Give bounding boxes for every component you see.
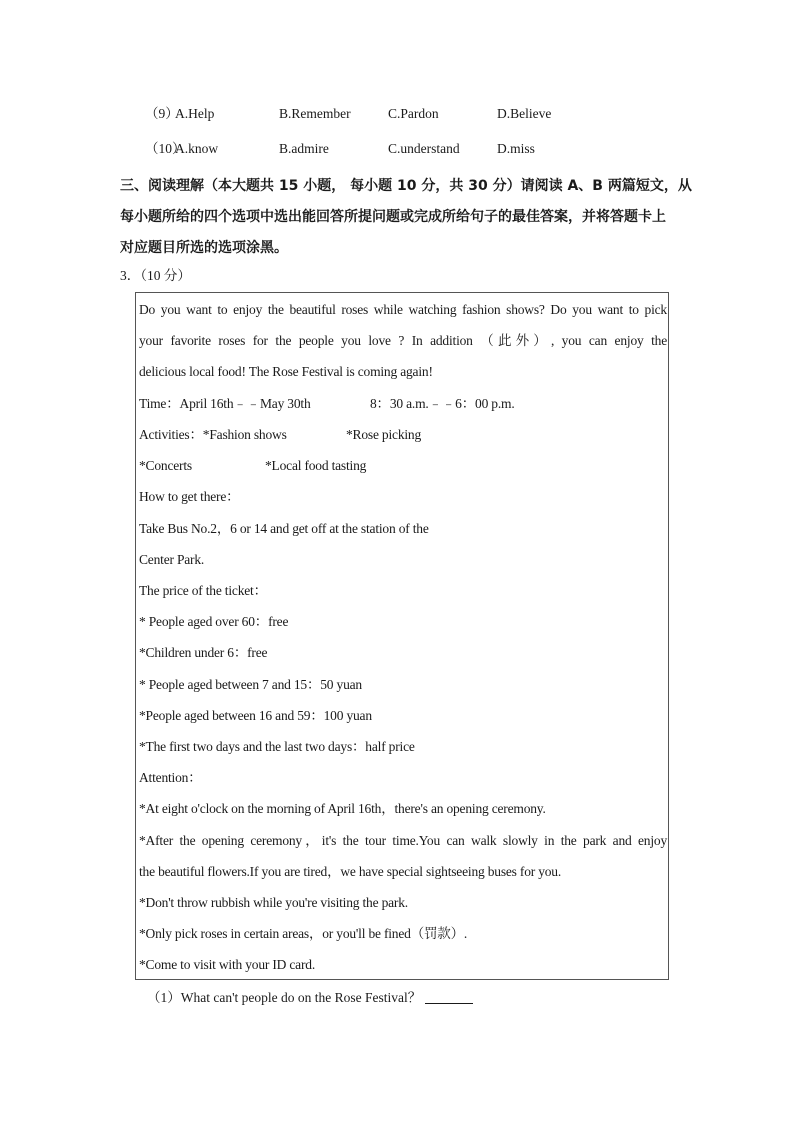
- section-heading: [120, 171, 692, 264]
- sub-question-1-text: （1）What can't people do on the Rose Festival？: [147, 990, 422, 1005]
- attention-item-5: *Come to visit with your ID card.: [139, 957, 315, 972]
- activity-food-tasting: *Local food tasting: [265, 458, 367, 473]
- section-heading-line-2: 每小题所给的四个选项中选出能回答所提问题或完成所给句子的最佳答案，并将答题卡上: [120, 209, 666, 225]
- question-number: 3．（10 分）: [120, 268, 191, 283]
- option-number: （10）: [145, 141, 186, 156]
- answer-blank[interactable]: [425, 989, 473, 1004]
- option-a: A.know: [175, 141, 219, 156]
- how-label: How to get there：: [139, 489, 240, 504]
- option-c: C.Pardon: [388, 106, 439, 121]
- attention-item-2-line-2: the beautiful flowers.If you are tired，we have special sightseeing buses for you.: [139, 864, 562, 879]
- activities-line-2: [139, 456, 367, 476]
- activity-rose-picking: *Rose picking: [346, 427, 422, 442]
- attention-label: Attention：: [139, 770, 202, 785]
- bus-line-1: Take Bus No.2，6 or 14 and get off at the station of the: [139, 521, 429, 536]
- attention-item-4: *Only pick roses in certain areas，or you'll be fined（罚款）.: [139, 926, 468, 941]
- time-line: [139, 394, 515, 414]
- section-heading-line-3: 对应题目所选的选项涂黑。: [120, 240, 288, 256]
- option-b: B.Remember: [279, 106, 351, 121]
- activities-label: Activities：*Fashion shows: [139, 427, 287, 442]
- price-item-5: *The first two days and the last two days：half price: [139, 739, 415, 754]
- attention-item-3: *Don't throw rubbish while you're visiting the park.: [139, 895, 408, 910]
- price-item-2: *Children under 6：free: [139, 645, 268, 660]
- price-label: The price of the ticket：: [139, 583, 267, 598]
- attention-item-1: *At eight o'clock on the morning of April 16th，there's an opening ceremony.: [139, 801, 546, 816]
- sub-question-1: [147, 988, 473, 1008]
- passage-box: [135, 292, 669, 980]
- passage-intro-line-3: delicious local food! The Rose Festival is coming again!: [139, 364, 433, 379]
- option-a: A.Help: [175, 106, 215, 121]
- passage-intro-line-1: Do you want to enjoy the beautiful roses while watching fashion shows? Do you want to pick: [139, 302, 667, 317]
- option-number: （9）: [145, 106, 179, 121]
- option-c: C.understand: [388, 141, 460, 156]
- option-d: D.Believe: [497, 106, 552, 121]
- section-heading-line-1: 三、阅读理解（本大题共 15 小题， 每小题 10 分，共 30 分）请阅读 A、B 两篇短文，从: [120, 178, 692, 194]
- activities-line-1: [139, 425, 422, 445]
- time-label: Time：April 16th﹣﹣May 30th: [139, 396, 311, 411]
- attention-item-2-line-1: *After the opening ceremony，it's the tour time.You can walk slowly in the park and enjoy: [139, 833, 667, 848]
- option-d: D.miss: [497, 141, 535, 156]
- price-item-3: * People aged between 7 and 15：50 yuan: [139, 677, 362, 692]
- activity-concerts: *Concerts: [139, 458, 192, 473]
- passage-intro-line-2: your favorite roses for the people you love ? In addition （此外）, you can enjoy the: [139, 333, 667, 348]
- bus-line-2: Center Park.: [139, 552, 205, 567]
- price-item-4: *People aged between 16 and 59：100 yuan: [139, 708, 372, 723]
- option-b: B.admire: [279, 141, 329, 156]
- time-hours: 8：30 a.m.﹣﹣6：00 p.m.: [370, 396, 515, 411]
- price-item-1: * People aged over 60：free: [139, 614, 289, 629]
